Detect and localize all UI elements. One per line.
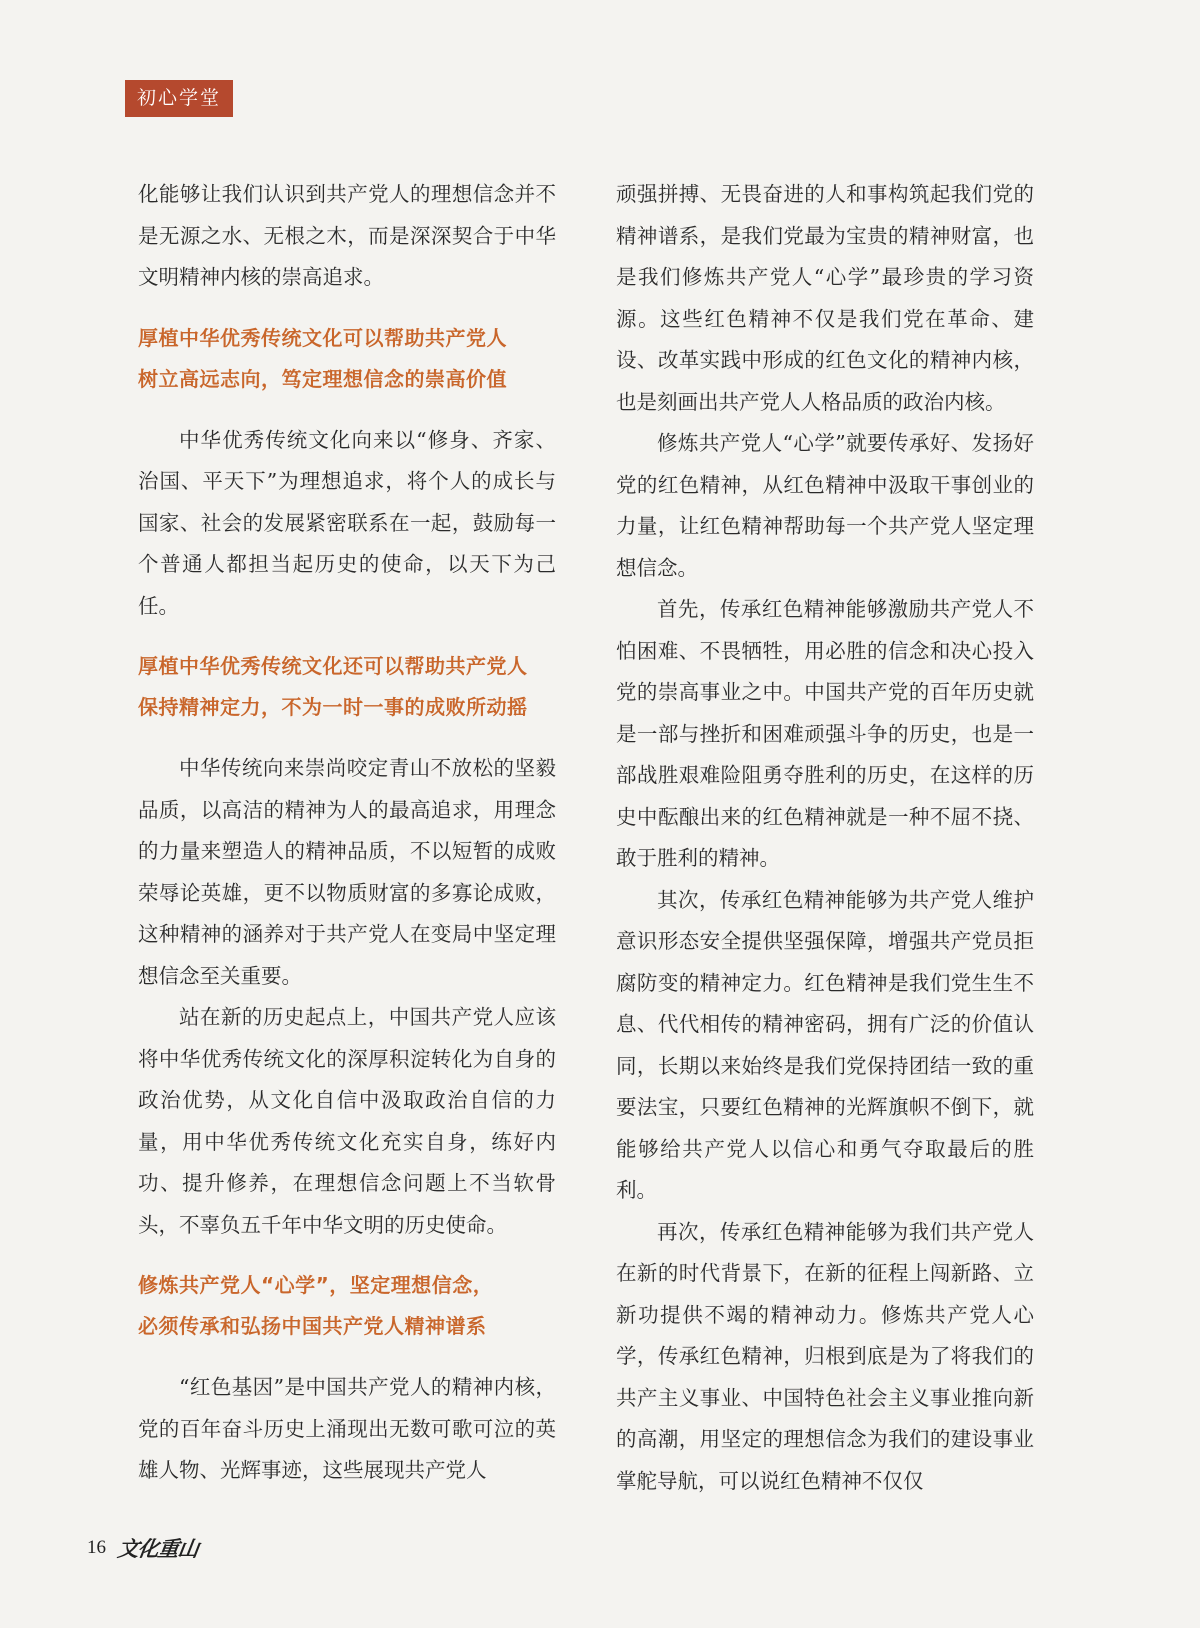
heading-line: 厚植中华优秀传统文化还可以帮助共产党人 xyxy=(138,654,528,678)
magazine-logo: 文化重山 xyxy=(116,1536,200,1561)
paragraph: 其次，传承红色精神能够为共产党人维护意识形态安全提供坚强保障，增强共产党员拒腐防变的精神定力。红色精神是我们党生生不息、代代相传的精神密码，拥有广泛的价值认同，长期以来始终是我们党保持团结一致的重要法宝，只要红色精神的光辉旗帜不倒下，就能够给共产党人以信心和勇气夺取最后的胜利。 xyxy=(616,887,1034,1202)
paragraph: 中华优秀传统文化向来以“修身、齐家、治国、平天下”为理想追求，将个人的成长与国家、社会的发展紧密联系在一起，鼓励每一个普通人都担当起历史的使命，以天下为己任。 xyxy=(138,427,556,618)
paragraph: “红色基因”是中国共产党人的精神内核，党的百年奋斗历史上涌现出无数可歌可泣的英雄人物、光辉事迹，这些展现共产党人 xyxy=(138,1375,556,1482)
page-number: 16 xyxy=(87,1537,106,1558)
heading-line: 厚植中华优秀传统文化可以帮助共产党人 xyxy=(138,325,507,350)
page-footer xyxy=(87,1533,198,1563)
heading-line: 树立高远志向，笃定理想信念的崇高价值 xyxy=(138,366,507,391)
section-heading xyxy=(138,1265,556,1347)
paragraph: 首先，传承红色精神能够激励共产党人不怕困难、不畏牺牲，用必胜的信念和决心投入党的崇高事业之中。中国共产党的百年历史就是一部与挫折和困难顽强斗争的历史，也是一部战胜艰难险阻勇夺胜利的历史，在这样的历史中酝酿出来的红色精神就是一种不屈不挠、敢于胜利的精神。 xyxy=(616,597,1034,870)
paragraph: 化能够让我们认识到共产党人的理想信念并不是无源之水、无根之木，而是深深契合于中华文明精神内核的崇高追求。 xyxy=(138,182,556,289)
paragraph: 再次，传承红色精神能够为我们共产党人在新的时代背景下，在新的征程上闯新路、立新功提供不竭的精神动力。修炼共产党人心学，传承红色精神，归根到底是为了将我们的共产主义事业、中国特色社会主义事业推向新的高潮，用坚定的理想信念为我们的建设事业掌舵导航，可以说红色精神不仅仅 xyxy=(616,1219,1034,1493)
heading-line: 必须传承和弘扬中国共产党人精神谱系 xyxy=(138,1314,487,1338)
paragraph: 中华传统向来崇尚咬定青山不放松的坚毅品质，以高洁的精神为人的最高追求，用理念的力量来塑造人的精神品质，不以短暂的成败荣辱论英雄，更不以物质财富的多寡论成败，这种精神的涵养对于共产党人在变局中坚定理想信念至关重要。 xyxy=(138,756,556,988)
paragraph: 修炼共产党人“心学”就要传承好、发扬好党的红色精神，从红色精神中汲取干事创业的力量，让红色精神帮助每一个共产党人坚定理想信念。 xyxy=(616,431,1034,580)
heading-line: 修炼共产党人“心学”，坚定理想信念， xyxy=(138,1273,494,1297)
section-heading xyxy=(138,318,556,400)
right-column xyxy=(616,174,1034,1502)
section-tag: 初心学堂 xyxy=(125,80,233,117)
heading-line: 保持精神定力，不为一时一事的成败所动摇 xyxy=(138,695,528,719)
section-heading xyxy=(138,646,556,728)
paragraph: 站在新的历史起点上，中国共产党人应该将中华优秀传统文化的深厚积淀转化为自身的政治优势，从文化自信中汲取政治自信的力量，用中华优秀传统文化充实自身，练好内功、提升修养，在理想信念问题上不当软骨头，不辜负五千年中华文明的历史使命。 xyxy=(138,1005,556,1237)
paragraph: 顽强拼搏、无畏奋进的人和事构筑起我们党的精神谱系，是我们党最为宝贵的精神财富，也是我们修炼共产党人“心学”最珍贵的学习资源。这些红色精神不仅是我们党在革命、建设、改革实践中形成的红色文化的精神内核，也是刻画出共产党人人格品质的政治内核。 xyxy=(616,182,1034,414)
left-column xyxy=(138,174,556,1492)
